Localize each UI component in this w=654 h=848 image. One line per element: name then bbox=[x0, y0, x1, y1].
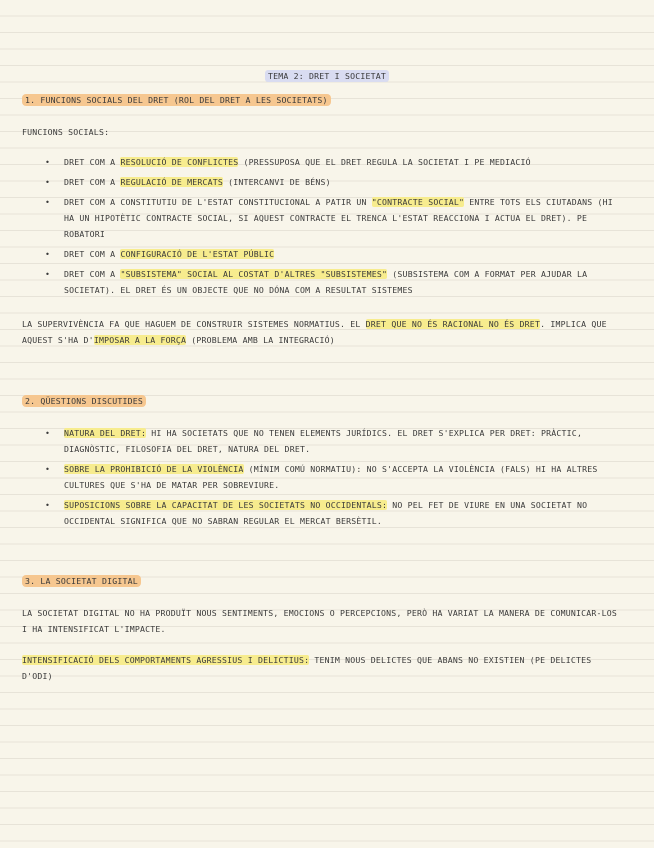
section-1-paragraph: LA SUPERVIVÈNCIA FA QUE HAGUEM DE CONSTRUIR SISTEMES NORMATIUS. EL DRET QUE NO ÉS RACIONAL NO ÉS DRET. IMPLICA QUE AQUEST S'HA D'IMPOSAR A LA FORÇA (PROBLEMA AMB LA INTEGRACIÓ) bbox=[22, 319, 607, 345]
section-1-list bbox=[22, 154, 622, 302]
list-item: • DRET COM A RESOLUCIÓ DE CONFLICTES (PRESSUPOSA QUE EL DRET REGULA LA SOCIETAT I PE MEDIACIÓ bbox=[22, 154, 622, 170]
list-item: • DRET COM A "SUBSISTEMA" SOCIAL AL COSTAT D'ALTRES "SUBSISTEMES" (SUBSISTEMA COM A FORMAT PER AJUDAR LA SOCIETAT). EL DRET ÉS UN OBJECTE QUE NO DÓNA COM A RESULTAT SISTEMES bbox=[22, 266, 622, 298]
list-item: • DRET COM A CONFIGURACIÓ DE L'ESTAT PÚBLIC bbox=[22, 246, 622, 262]
section-1-heading: 1. FUNCIONS SOCIALS DEL DRET (ROL DEL DRET A LES SOCIETATS) bbox=[22, 95, 331, 105]
section-3-paragraph-2: INTENSIFICACIÓ DELS COMPORTAMENTS AGRESSIUS I DELICTIUS: TENIM NOUS DELICTES QUE ABANS NO EXISTIEN (PE DELICTES D'ODI) bbox=[22, 655, 592, 681]
section-2-heading: 2. QÜESTIONS DISCUTIDES bbox=[22, 396, 146, 406]
list-item: • DRET COM A REGULACIÓ DE MERCATS (INTERCANVI DE BÉNS) bbox=[22, 174, 622, 190]
page-title: TEMA 2: DRET I SOCIETAT bbox=[0, 71, 654, 81]
list-item: • DRET COM A CONSTITUTIU DE L'ESTAT CONSTITUCIONAL A PATIR UN "CONTRACTE SOCIAL" ENTRE TOTS ELS CIUTADANS (HI HA UN HIPOTÈTIC CONTRACTE SOCIAL, SI AQUEST CONTRACTE EL TRENCA L'ESTAT REACCIONA I ACTUA EL DRET). PE ROBATORI bbox=[22, 194, 622, 242]
section-3-paragraph: LA SOCIETAT DIGITAL NO HA PRODUÏT NOUS SENTIMENTS, EMOCIONS O PERCEPCIONS, PERÒ HA VARIAT LA MANERA DE COMUNICAR-LOS I HA INTENSIFICAT L'IMPACTE. bbox=[22, 608, 617, 634]
section-1-subheading: FUNCIONS SOCIALS: bbox=[22, 127, 110, 137]
list-item: • SUPOSICIONS SOBRE LA CAPACITAT DE LES SOCIETATS NO OCCIDENTALS: NO PEL FET DE VIURE EN UNA SOCIETAT NO OCCIDENTAL SIGNIFICA QUE NO SABRAN REGULAR EL MERCAT BERSÈTIL. bbox=[22, 497, 622, 529]
section-3-heading: 3. LA SOCIETAT DIGITAL bbox=[22, 576, 141, 586]
list-item: • NATURA DEL DRET: HI HA SOCIETATS QUE NO TENEN ELEMENTS JURÍDICS. EL DRET S'EXPLICA PER DRET: PRÀCTIC, DIAGNÒSTIC, FILOSOFIA DEL DRET, NATURA DEL DRET. bbox=[22, 425, 622, 457]
list-item: • SOBRE LA PROHIBICIÓ DE LA VIOLÈNCIA (MÍNIM COMÚ NORMATIU): NO S'ACCEPTA LA VIOLÈNCIA (FALS) HI HA ALTRES CULTURES QUE S'HA DE MATAR PER SOBREVIURE. bbox=[22, 461, 622, 493]
section-2-list bbox=[22, 425, 622, 533]
